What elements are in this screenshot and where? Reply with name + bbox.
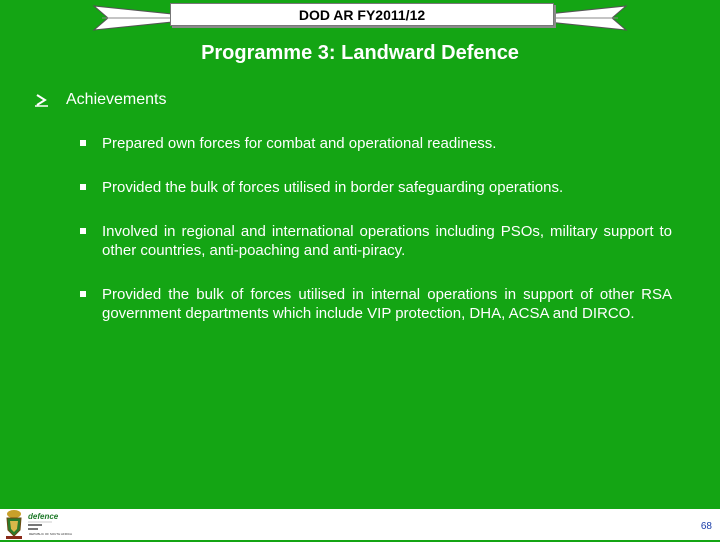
slide-title: Programme 3: Landward Defence [201, 42, 519, 64]
square-bullet-icon [80, 184, 86, 190]
defence-logo [26, 511, 78, 542]
banner-title: DOD AR FY2011/12 [298, 6, 426, 23]
bullet-text: Provided the bulk of forces utilised in internal operations in support of other RSA government departments which include VIP protection, DHA, ACSA and DIRCO. [102, 286, 672, 322]
header-banner [170, 3, 554, 26]
list-item [80, 222, 672, 260]
bullet-text: Prepared own forces for combat and operational readiness. [102, 135, 497, 152]
list-item [80, 178, 672, 197]
square-bullet-icon [80, 228, 86, 234]
page-number: 68 [700, 521, 712, 532]
bullet-list [80, 134, 672, 348]
bullet-text: Involved in regional and international operations including PSOs, military support to other countries, anti-poaching and anti-piracy. [102, 223, 672, 259]
list-item [80, 285, 672, 323]
section-heading-row [34, 91, 167, 109]
section-heading: Achievements [66, 91, 167, 108]
footer-bar [0, 509, 720, 540]
logo-word: defence [28, 512, 59, 521]
bullet-text: Provided the bulk of forces utilised in border safeguarding operations. [102, 179, 564, 196]
arrow-bullet-icon [34, 92, 50, 108]
square-bullet-icon [80, 140, 86, 146]
list-item [80, 134, 672, 153]
logo-subtext: REPUBLIC OF SOUTH AFRICA [29, 532, 73, 536]
coat-of-arms-icon [4, 508, 24, 540]
square-bullet-icon [80, 291, 86, 297]
